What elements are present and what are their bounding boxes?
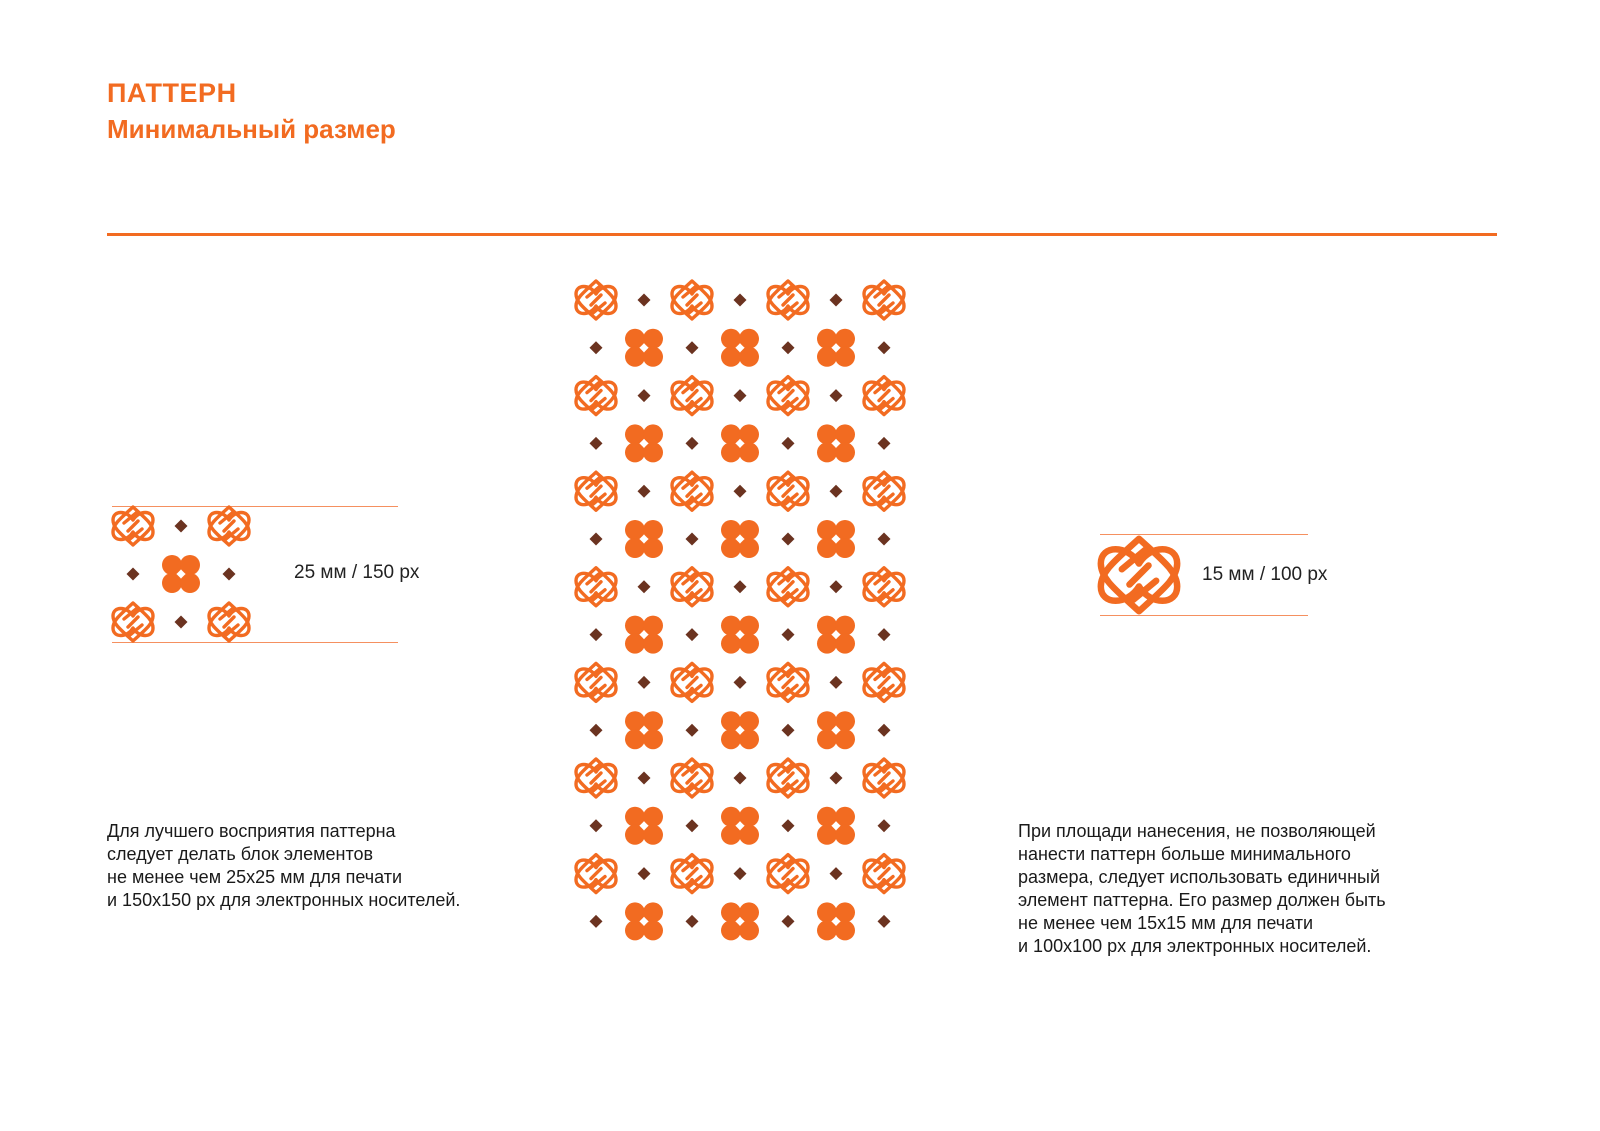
heart-knot-outline-icon [209,507,249,545]
diamond-icon [589,437,602,450]
heart-knot-outline-icon [672,281,712,319]
heart-knot-outline-icon [113,603,153,641]
heart-knot-outline-icon [864,377,904,415]
diamond-icon [733,676,746,689]
diamond-icon [637,389,650,402]
right-description [1018,820,1386,958]
diamond-icon [781,915,794,928]
diamond-icon [781,341,794,354]
heart-knot-outline-icon [864,472,904,510]
heart-knot-outline-icon [1097,533,1181,617]
flower-icon [721,902,759,940]
heart-knot-outline-icon [672,568,712,606]
diamond-icon [829,485,842,498]
diamond-icon [589,724,602,737]
diamond-icon [877,915,890,928]
diamond-icon [589,532,602,545]
header-divider [107,233,1497,236]
block-size-label: 25 мм / 150 px [294,562,420,583]
flower-icon [721,711,759,749]
flower-icon [721,424,759,462]
heart-knot-outline-icon [672,377,712,415]
flower-icon [721,520,759,558]
diamond-icon [733,867,746,880]
diamond-icon [781,437,794,450]
heart-knot-outline-icon [864,759,904,797]
flower-icon [625,520,663,558]
diamond-icon [637,867,650,880]
diamond-icon [733,389,746,402]
desc-line: не менее чем 25х25 мм для печати [107,867,403,887]
heart-knot-outline-icon [768,377,808,415]
flower-icon [625,424,663,462]
diamond-icon [829,771,842,784]
diamond-icon [174,519,187,532]
diamond-icon [589,341,602,354]
diamond-icon [877,819,890,832]
heart-knot-outline-icon [576,377,616,415]
heart-knot-outline-icon [576,663,616,701]
diamond-icon [781,532,794,545]
page-subtitle: Минимальный размер [107,114,396,144]
diamond-icon [781,628,794,641]
diamond-icon [685,819,698,832]
desc-line: не менее чем 15х15 мм для печати [1018,913,1314,933]
diamond-icon [126,567,139,580]
diamond-icon [685,628,698,641]
diamond-icon [877,437,890,450]
heart-knot-outline-icon [672,663,712,701]
diamond-icon [829,580,842,593]
heart-knot-outline-icon [768,855,808,893]
diamond-icon [637,293,650,306]
diamond-icon [877,628,890,641]
desc-line: и 100х100 px для электронных носителей. [1018,936,1372,956]
heart-knot-outline-icon [113,507,153,545]
heart-knot-outline-icon [576,472,616,510]
diamond-icon [637,771,650,784]
desc-line: нанести паттерн больше минимального [1018,844,1351,864]
flower-icon [721,807,759,845]
diamond-icon [637,485,650,498]
diamond-icon [685,532,698,545]
diamond-icon [685,437,698,450]
minimal-pattern-block [107,504,257,644]
flower-icon [817,711,855,749]
heart-knot-outline-icon [672,759,712,797]
diamond-icon [589,819,602,832]
heart-knot-outline-icon [768,472,808,510]
diamond-icon [222,567,235,580]
diamond-icon [589,628,602,641]
diamond-icon [733,293,746,306]
heart-knot-outline-icon [768,568,808,606]
diamond-icon [733,485,746,498]
flower-icon [721,616,759,654]
desc-line: При площади нанесения, не позволяющей [1018,821,1376,841]
diamond-icon [781,819,794,832]
heart-knot-outline-icon [576,281,616,319]
flower-icon [817,329,855,367]
diamond-icon [685,915,698,928]
heart-knot-outline-icon [864,663,904,701]
flower-icon [625,616,663,654]
desc-line: Для лучшего восприятия паттерна [107,821,396,841]
diamond-icon [589,915,602,928]
flower-icon [625,902,663,940]
heart-knot-outline-icon [672,472,712,510]
diamond-icon [877,341,890,354]
diamond-icon [877,724,890,737]
diamond-icon [685,724,698,737]
diamond-icon [877,532,890,545]
diamond-icon [829,389,842,402]
heart-knot-outline-icon [864,568,904,606]
diamond-icon [829,676,842,689]
desc-line: элемент паттерна. Его размер должен быть [1018,890,1386,910]
heart-knot-outline-icon [672,855,712,893]
heart-knot-outline-icon [864,855,904,893]
heart-knot-outline-icon [768,663,808,701]
flower-icon [817,807,855,845]
flower-icon [162,555,200,593]
diamond-icon [829,867,842,880]
diamond-icon [637,580,650,593]
diamond-icon [685,341,698,354]
desc-line: следует делать блок элементов [107,844,374,864]
heart-knot-outline-icon [768,759,808,797]
diamond-icon [781,724,794,737]
page-title: ПАТТЕРН [107,78,237,108]
heart-knot-outline-icon [576,759,616,797]
diamond-icon [637,676,650,689]
diamond-icon [733,580,746,593]
desc-line: и 150х150 px для электронных носителей. [107,890,461,910]
heart-knot-outline-icon [576,855,616,893]
heart-knot-outline-icon [864,281,904,319]
flower-icon [817,520,855,558]
heart-knot-outline-icon [209,603,249,641]
pattern-sample [575,280,925,1000]
flower-icon [625,329,663,367]
heart-knot-outline-icon [768,281,808,319]
heart-knot-outline-icon [576,568,616,606]
diamond-icon [733,771,746,784]
flower-icon [721,329,759,367]
flower-icon [625,807,663,845]
flower-icon [817,616,855,654]
flower-icon [625,711,663,749]
left-description [107,820,460,912]
flower-icon [817,902,855,940]
desc-line: размера, следует использовать единичный [1018,867,1380,887]
flower-icon [817,424,855,462]
diamond-icon [174,615,187,628]
diamond-icon [829,293,842,306]
element-size-label: 15 мм / 100 px [1202,564,1328,585]
